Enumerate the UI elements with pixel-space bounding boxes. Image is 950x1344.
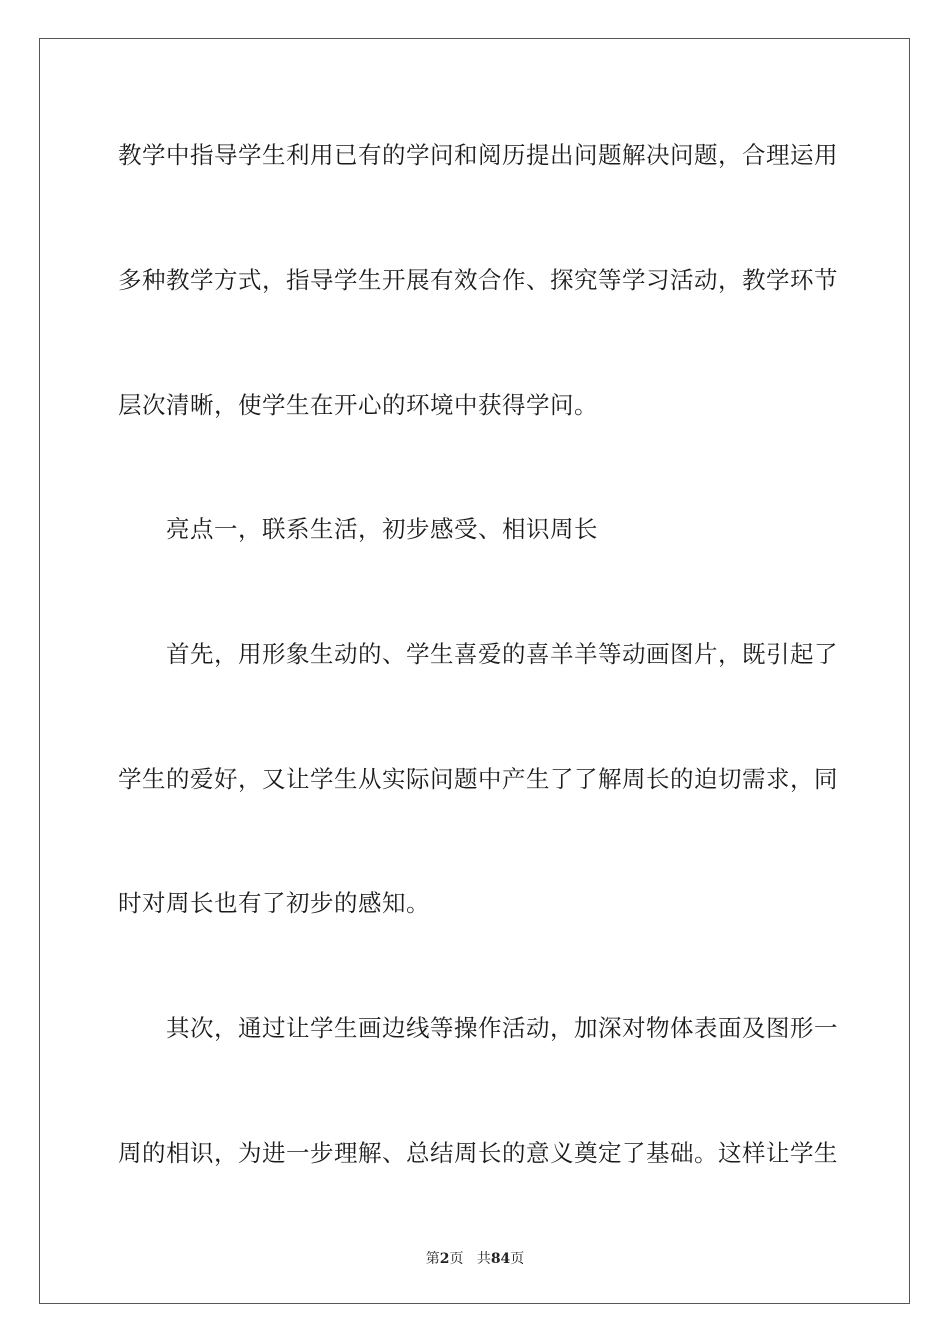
- body-line: 多种教学方式，指导学生开展有效合作、探究等学习活动，教学环节: [118, 266, 838, 294]
- body-line: 首先，用形象生动的、学生喜爱的喜羊羊等动画图片，既引起了: [166, 640, 838, 668]
- body-line: 时对周长也有了初步的感知。: [118, 889, 430, 917]
- body-line: 教学中指导学生利用已有的学问和阅历提出问题解决问题，合理运用: [118, 141, 838, 169]
- body-line: 周的相识，为进一步理解、总结周长的意义奠定了基础。这样让学生: [118, 1139, 838, 1167]
- body-line: 学生的爱好，又让学生从实际问题中产生了了解周长的迫切需求，同: [118, 765, 838, 793]
- body-line: 层次清晰，使学生在开心的环境中获得学问。: [118, 391, 598, 419]
- footer-total-suffix: 页: [510, 1251, 525, 1267]
- body-line: 其次，通过让学生画边线等操作活动，加深对物体表面及图形一: [166, 1014, 838, 1042]
- section-heading: 亮点一，联系生活，初步感受、相识周长: [166, 515, 598, 543]
- page-footer: [0, 1248, 950, 1268]
- current-page-number: 2: [439, 1251, 450, 1267]
- footer-total-prefix: 共: [476, 1251, 491, 1267]
- footer-prefix: 第: [425, 1251, 440, 1267]
- page-border: [39, 38, 910, 1304]
- footer-page-suffix: 页: [449, 1251, 464, 1267]
- total-page-count: 84: [490, 1251, 511, 1267]
